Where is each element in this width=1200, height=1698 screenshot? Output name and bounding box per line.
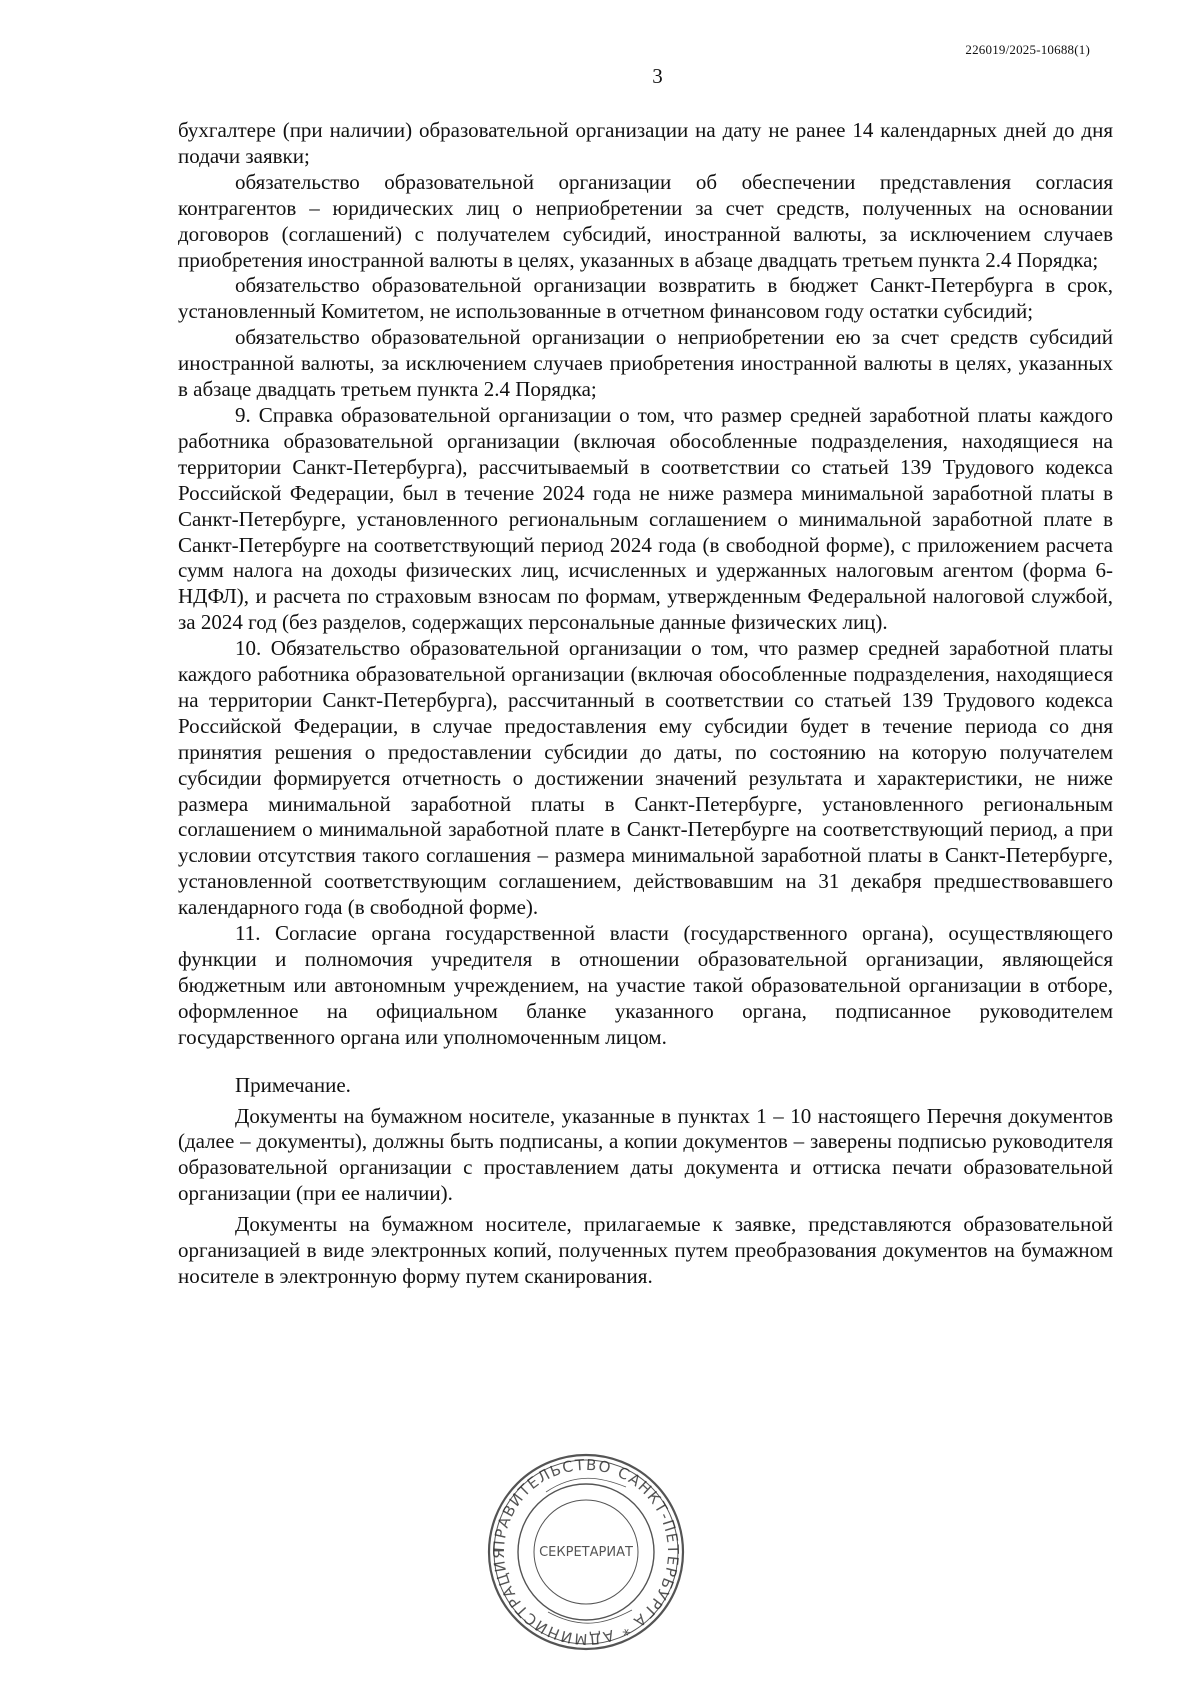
paragraph-item-9: 9. Справка образовательной организации о том, что размер средней заработной платы каждого работника образовательной организации (включая обособленные подразделения, находящиеся на территории Санкт-Петербурга), рассчитываемый в соответствии со статьей 139 Трудового кодекса Российской Федерации, был в течение 2024 года не ниже размера минимальной заработной платы в Санкт-Петербурге, установленного региональным соглашением о минимальной заработной плате в Санкт-Петербурге на соответствующий период 2024 года (в свободной форме), с приложением расчета сумм налога на доходы физических лиц, исчисленных и удержанных налоговым агентом (форма 6-НДФЛ), и расчета по страховым взносам по формам, утвержденным Федеральной налоговой службой, за 2024 год (без разделов, содержащих персональные данные физических лиц). xyxy=(178,402,1113,635)
note-title: Примечание. xyxy=(235,1072,351,1097)
paragraph-obligation-counterparties: обязательство образовательной организации об обеспечении представления согласия контрагентов – юридических лиц о неприобретении за счет средств, полученных на основании договоров (соглашений) с получателем субсидий, иностранной валюты, за исключением случаев приобретения иностранной валюты в целях, указанных в абзаце двадцать третьем пункта 2.4 Порядка; xyxy=(178,169,1113,272)
page-number: 3 xyxy=(652,64,663,88)
paragraph-item-11: 11. Согласие органа государственной власти (государственного органа), осуществляющего функции и полномочия учредителя в отношении образовательной организации, являющейся бюджетным или автономным учреждением, на участие такой образовательной организации в отборе, оформленное на официальном бланке указанного органа, подписанное руководителем государственного органа или уполномоченным лицом. xyxy=(178,921,1113,1049)
document-body xyxy=(178,118,1113,1290)
seal-icon xyxy=(479,1438,686,1652)
svg-text:ПРАВИТЕЛЬСТВО САНКТ-ПЕТЕРБУРГА xyxy=(479,1438,682,1648)
registration-number: 226019/2025-10688(1) xyxy=(965,42,1090,57)
note-section xyxy=(178,1073,1113,1290)
note-paragraph-scanning: Документы на бумажном носителе, прилагаемые к заявке, представляются образовательной организацией в виде электронных копий, полученных путем преобразования документов на бумажном носителе в электронную форму путем сканирования. xyxy=(178,1212,1113,1288)
official-seal-stamp xyxy=(479,1438,686,1652)
paragraph-continuation: бухгалтере (при наличии) образовательной организации на дату не ранее 14 календарных дней до дня подачи заявки; xyxy=(178,118,1113,168)
seal-outer-text: ПРАВИТЕЛЬСТВО САНКТ-ПЕТЕРБУРГА * АДМИНИСТРАЦИЯ ГУБЕРНАТОРА САНКТ-ПЕТЕРБУРГА * xyxy=(479,1438,683,1649)
seal-center-text: СЕКРЕТАРИАТ xyxy=(539,1545,633,1560)
paragraph-item-10: 10. Обязательство образовательной организации о том, что размер средней заработной платы каждого работника образовательной организации (включая обособленные подразделения, находящиеся на территории Санкт-Петербурга), рассчитанный в соответствии со статьей 139 Трудового кодекса Российской Федерации, в случае предоставления ему субсидии будет в течение периода со дня принятия решения о предоставлении субсидии до даты, по состоянию на которую получателем субсидии формируется отчетность о достижении значений результата и характеристики, не ниже размера минимальной заработной платы в Санкт-Петербурге, установленного региональным соглашением о минимальной заработной плате в Санкт-Петербурге на соответствующий период, а при условии отсутствия такого соглашения – размера минимальной заработной платы в Санкт-Петербурге, установленной соответствующим соглашением, действовавшим на 31 декабря предшествовавшего календарного года (в свободной форме). xyxy=(178,636,1113,920)
paragraph-obligation-return: обязательство образовательной организации возвратить в бюджет Санкт-Петербурга в срок, установленный Комитетом, не использованные в отчетном финансовом году остатки субсидий; xyxy=(178,273,1113,324)
paragraph-obligation-currency: обязательство образовательной организации о неприобретении ею за счет средств субсидий иностранной валюты, за исключением случаев приобретения иностранной валюты в целях, указанных в абзаце двадцать третьем пункта 2.4 Порядка; xyxy=(178,325,1113,402)
note-paragraph-signing: Документы на бумажном носителе, указанные в пунктах 1 – 10 настоящего Перечня документов (далее – документы), должны быть подписаны, а копии документов – заверены подписью руководителя образовательной организации с проставлением даты документа и оттиска печати образовательной организации (при ее наличии). xyxy=(178,1103,1113,1206)
